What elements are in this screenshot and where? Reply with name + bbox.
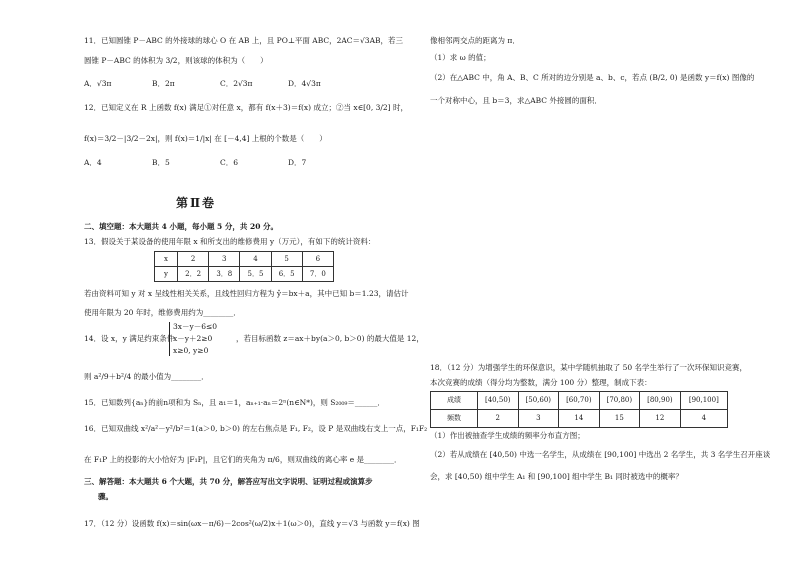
q13-cell: 6 (302, 252, 333, 267)
q12-line2: f(x)＝3/2－|3/2－2x|，则 f(x)＝1/|x| 在 [－4,4] 上根的个数是（ ） (84, 134, 327, 143)
q11-option-d: D．4√3π (288, 79, 321, 88)
q13-cell: 6．5 (271, 267, 302, 282)
q14-constraint: x≥0, y≥0 (173, 346, 209, 355)
q11-option-c: C．2√3π (220, 79, 253, 88)
q18-header-row (431, 392, 728, 410)
q18-cell: 成绩 (431, 392, 478, 410)
part3-line1: 三、解答题：本大题共 6 个大题，共 70 分，解答应写出文字说明、证明过程或演算步 (84, 477, 373, 486)
part2-heading: 二、填空题：本大题共 4 小题，每小题 5 分，共 20 分。 (84, 222, 279, 231)
q13-cell: 3．8 (209, 267, 240, 282)
q18-cell: 2 (478, 410, 519, 428)
q18-part1: （1）作出被抽查学生成绩的频率分布直方图； (430, 431, 585, 440)
q18-cell: [40,50) (478, 392, 519, 410)
q14-prefix: 14．设 x，y 满足约束条件 (84, 334, 175, 343)
q18-cell: 14 (559, 410, 600, 428)
q15: 15．已知数列{aₙ}的前n项和为 Sₙ，且 a₁＝1，aₙ₊₁·aₙ＝2ⁿ(n∈N*)，则 S₂₀₀₉＝______． (84, 398, 385, 407)
q13-cell: 2 (178, 252, 209, 267)
q13-table (154, 251, 334, 282)
q18-part2-line2: 会，求 [40,50) 组中学生 A₁ 和 [90,100] 组中学生 B₁ 同时被选中的概率？ (430, 472, 683, 481)
q12-option-d: D．7 (288, 158, 307, 167)
q18-line1: 18．（12 分）为增强学生的环保意识，某中学随机抽取了 50 名学生举行了一次环保知识竞赛， (430, 363, 748, 372)
q18-line2: 本次竞赛的成绩（得分均为整数，满分 100 分）整理，制成下表： (430, 378, 652, 387)
q14-constraint: x－y＋2≥0 (173, 334, 213, 343)
q13-cell: x (155, 252, 178, 267)
q11-option-b: B．2π (152, 79, 175, 88)
q12-options (84, 158, 356, 167)
q16-line1: 16．已知双曲线 x²/a²－y²/b²＝1(a＞0, b＞0) 的左右焦点是 F₁, F₂，设 P 是双曲线右支上一点，F₁F₂ (84, 424, 428, 433)
q13-cell: 3 (209, 252, 240, 267)
q13-line2: 若由资料可知 y 对 x 呈线性相关关系，且线性回归方程为 ŷ＝bx＋a，其中已知 b＝1.23，请估计 (84, 289, 409, 298)
q18-cell: [80,90) (640, 392, 681, 410)
q14-brace (169, 322, 170, 356)
q12-option-b: B．5 (152, 158, 170, 167)
q18-cell: 4 (680, 410, 727, 428)
q17-part1: （1）求 ω 的值； (430, 53, 491, 62)
q11-option-a: A．√3π (84, 79, 112, 88)
q14-suffix: ，若目标函数 z＝ax＋by(a＞0, b＞0) 的最大值是 12， (236, 334, 424, 343)
q11-line1: 11．已知圆锥 P－ABC 的外接球的球心 O 在 AB 上，且 PO⊥平面 ABC，2AC＝√3AB，若三 (84, 36, 404, 45)
part3-line2: 骤。 (98, 492, 113, 501)
section-title: 第Ⅱ卷 (175, 196, 217, 210)
q13-cell: 5．5 (240, 267, 271, 282)
q17-part2-line1: （2）在△ABC 中，角 A、B、C 所对的边分别是 a、b、c，若点 (B/2, 0) 是函数 y＝f(x) 图像的 (430, 73, 755, 82)
q12-option-c: C．6 (220, 158, 239, 167)
q13-cell: y (155, 267, 178, 282)
q17-part2-line2: 一个对称中心，且 b＝3，求△ABC 外接圆的面积． (430, 96, 602, 105)
q12-line1: 12．已知定义在 R 上函数 f(x) 满足①对任意 x，都有 f(x＋3)＝f(x) 成立；②当 x∈[0, 3/2] 时， (84, 103, 408, 112)
q17-cont: 像相邻两交点的距离为 π． (430, 36, 520, 45)
q18-cell: [50,60) (518, 392, 559, 410)
q12-option-a: A．4 (84, 158, 102, 167)
q18-part2-line1: （2）若从成绩在 [40,50) 中选一名学生，从成绩在 [90,100] 中选出 2 名学生，共 3 名学生召开座谈 (430, 450, 771, 459)
q18-value-row (431, 410, 728, 428)
q13-row-x (155, 252, 334, 267)
q18-cell: 15 (599, 410, 640, 428)
q18-cell: [70,80) (599, 392, 640, 410)
q13-cell: 5 (271, 252, 302, 267)
q14-line2: 则 a²/9＋b²/4 的最小值为________． (84, 372, 209, 381)
q13-cell: 2．2 (178, 267, 209, 282)
q11-line2: 圆锥 P－ABC 的体积为 3/2，则该球的体积为（ ） (84, 56, 268, 65)
q13-line1: 13．假设关于某设备的使用年限 x 和所支出的维修费用 y（万元），有如下的统计资料： (84, 237, 376, 246)
q18-cell: 12 (640, 410, 681, 428)
q18-cell: [90,100] (680, 392, 727, 410)
q16-line2: 在 F₁P 上的投影的大小恰好为 |F₁P|，且它们的夹角为 π/6，则双曲线的离心率 e 是________． (84, 455, 402, 464)
q17-line1: 17．（12 分）设函数 f(x)＝sin(ωx－π/6)－2cos²(ω/2)x＋1(ω＞0)，直线 y＝√3 与函数 y＝f(x) 图 (84, 519, 420, 528)
q18-cell: 频数 (431, 410, 478, 428)
q13-cell: 4 (240, 252, 271, 267)
q18-table (430, 391, 728, 428)
q13-cell: 7．0 (302, 267, 333, 282)
q13-row-y (155, 267, 334, 282)
q18-cell: [60,70) (559, 392, 600, 410)
q14-constraint: 3x－y－6≤0 (173, 322, 218, 331)
q13-line3: 使用年限为 20 年时，维修费用约为________． (84, 308, 241, 317)
q18-cell: 3 (518, 410, 559, 428)
q11-options (84, 79, 356, 88)
